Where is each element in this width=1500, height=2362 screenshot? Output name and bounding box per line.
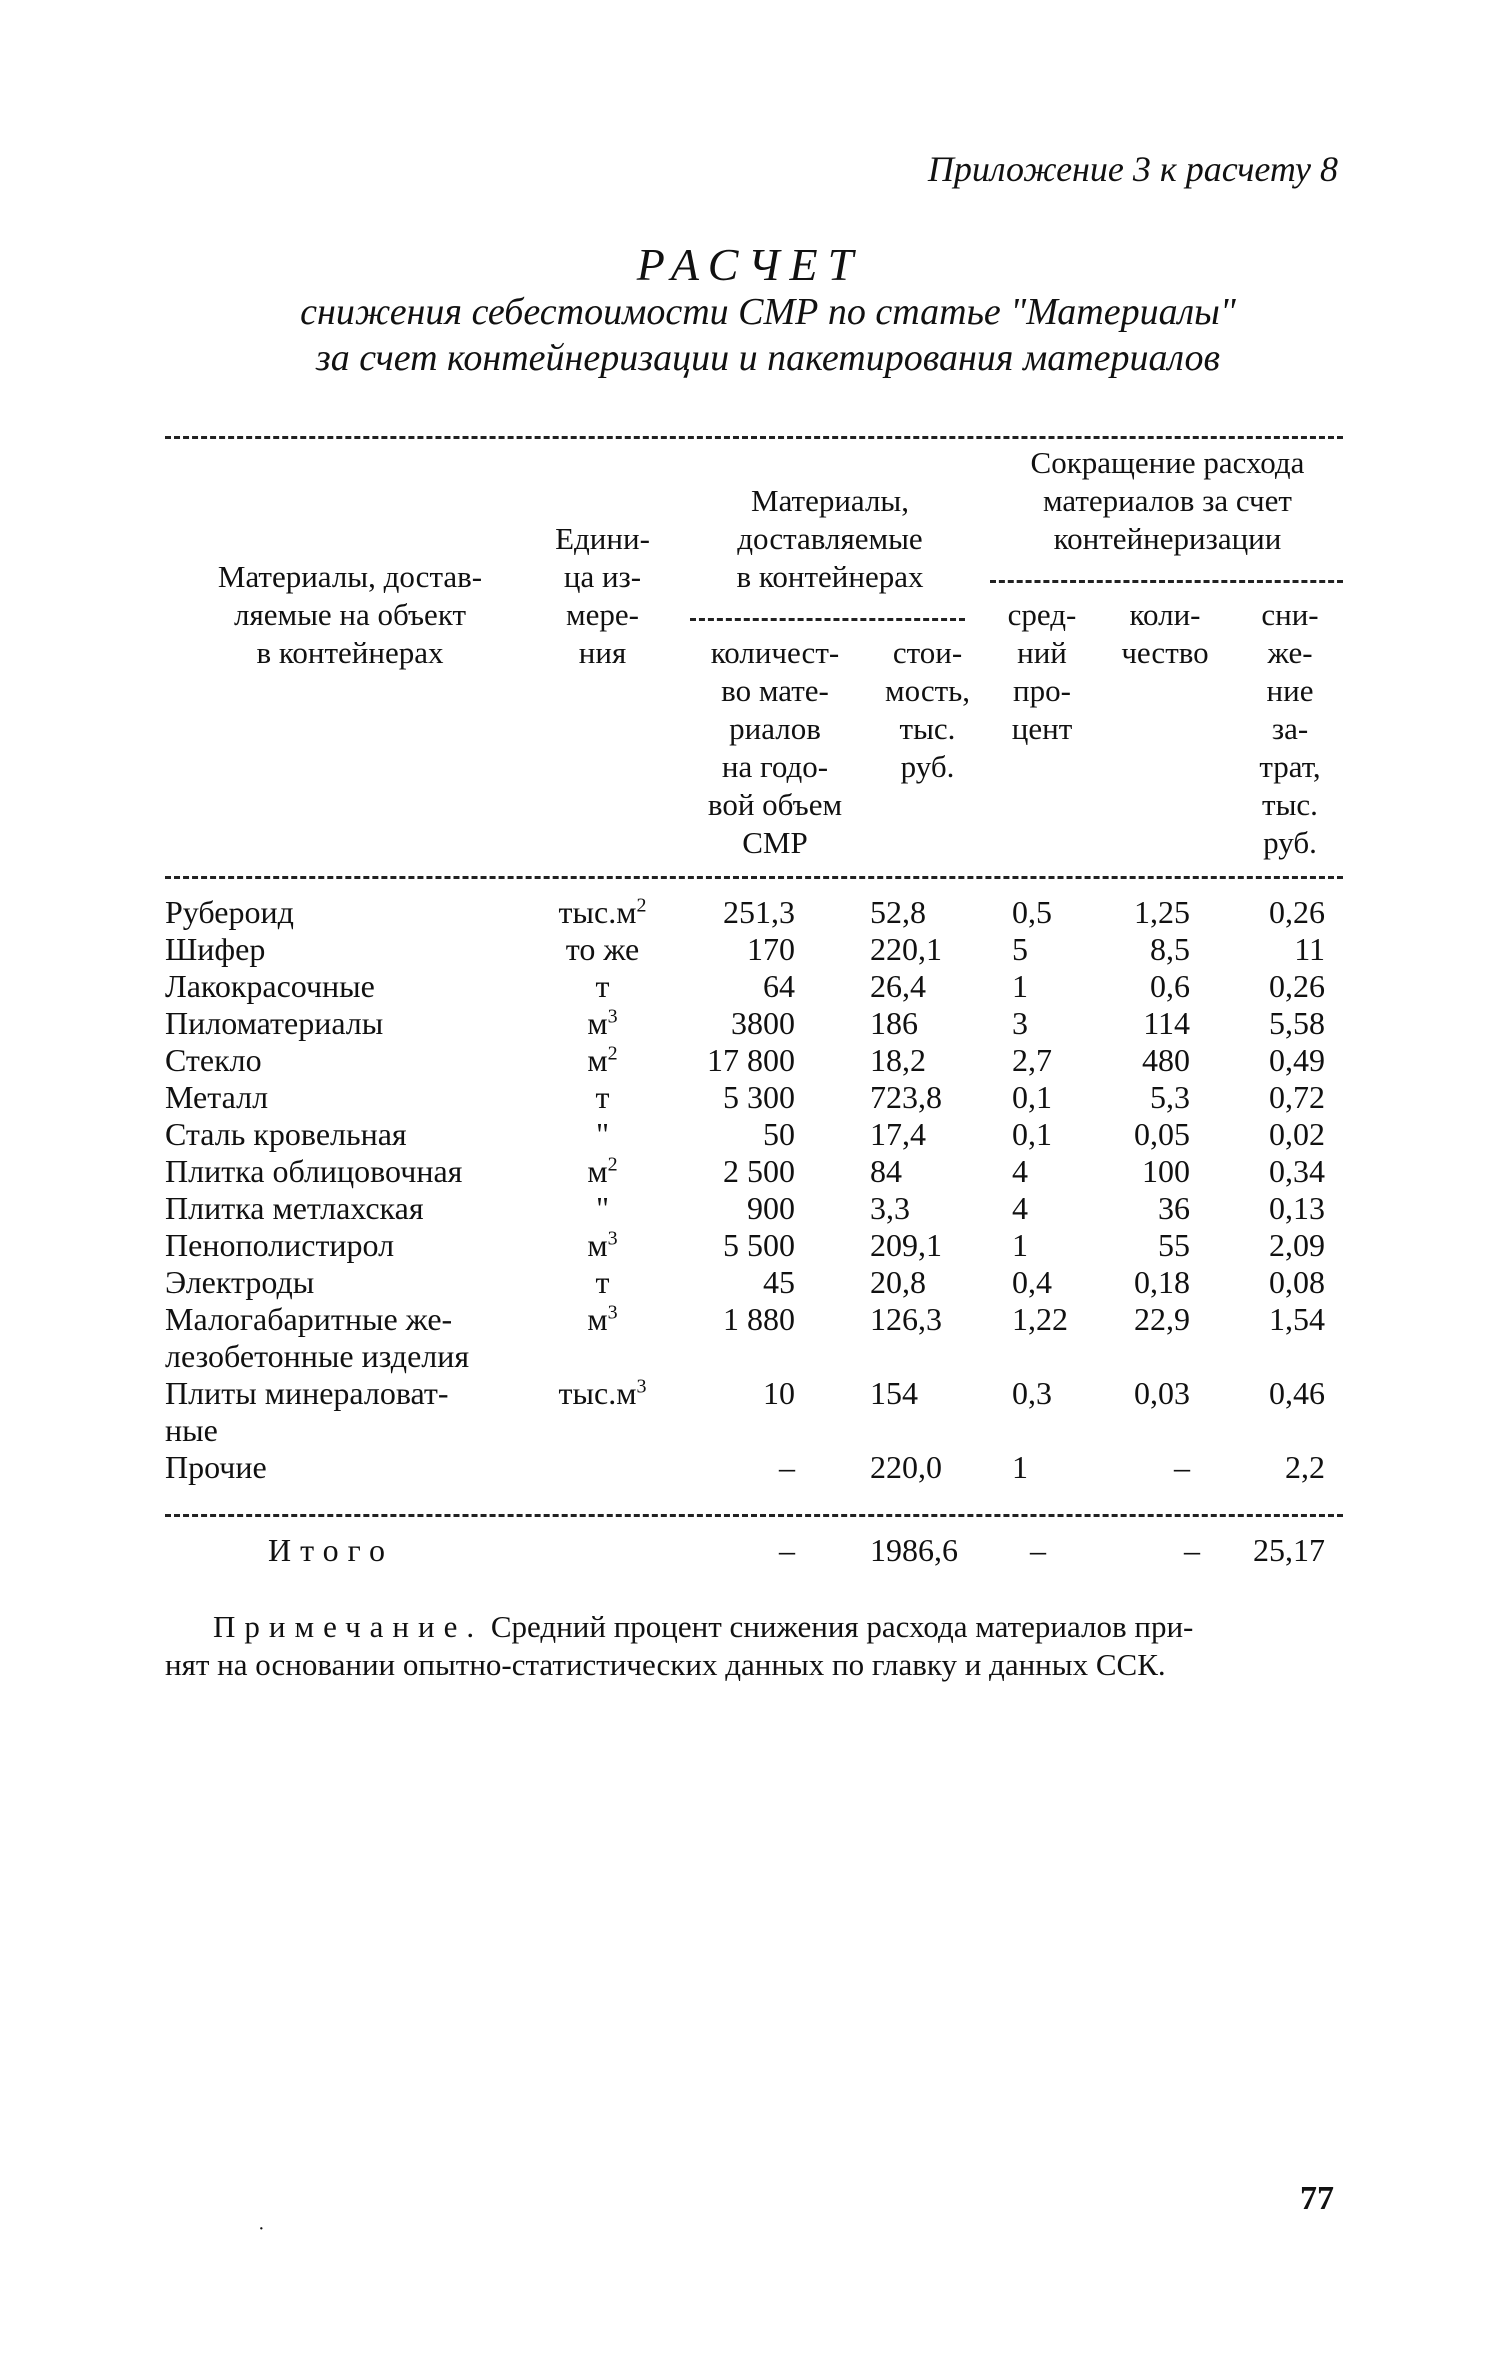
amount-cell: 8,5: [1150, 931, 1190, 967]
cost-cell: 84: [870, 1153, 902, 1189]
material-name: [165, 1042, 525, 1079]
avg-percent-cell: 1: [1012, 968, 1028, 1004]
header-avg-percent: сред- ний про- цент: [1007, 597, 1077, 746]
avg-percent-cell: 0,5: [1012, 894, 1052, 930]
unit-text: м: [587, 1153, 608, 1189]
table-top-rule: [165, 436, 1343, 439]
unit-exponent: 3: [607, 1005, 618, 1028]
quantity-cell: 50: [763, 1116, 795, 1152]
material-name-line: Плитка облицовочная: [165, 1153, 463, 1189]
cost-cell: 186: [870, 1005, 918, 1041]
quantity-cell: 3800: [731, 1005, 795, 1041]
unit-cell: [540, 1116, 665, 1153]
material-name-line: Плиты минераловат-: [165, 1375, 449, 1411]
material-name: [165, 1116, 525, 1153]
amount-cell: 480: [1142, 1042, 1190, 1078]
material-name-line: лезобетонные изделия: [165, 1338, 470, 1374]
amount-cell: 5,3: [1150, 1079, 1190, 1115]
cost-cell: 126,3: [870, 1301, 942, 1337]
material-name: [165, 1153, 525, 1190]
cost-cell: 220,0: [870, 1449, 942, 1485]
material-name: [165, 1005, 525, 1042]
unit-text: ": [595, 1190, 610, 1226]
unit-exponent: 2: [636, 894, 647, 917]
cost-reduction-cell: 5,58: [1269, 1005, 1325, 1041]
material-name-line: Прочие: [165, 1449, 267, 1485]
header-delivered-rule: [690, 618, 965, 621]
avg-percent-cell: 0,4: [1012, 1264, 1052, 1300]
material-name-line: Пиломатериалы: [165, 1005, 384, 1041]
unit-cell: [540, 931, 665, 968]
material-name-line: Плитка метлахская: [165, 1190, 424, 1226]
quantity-cell: 5 500: [723, 1227, 795, 1263]
unit-text: м: [587, 1301, 608, 1337]
material-name-line: Шифер: [165, 931, 266, 967]
unit-cell: [540, 1190, 665, 1227]
total-amount: –: [1184, 1532, 1200, 1568]
cost-cell: 209,1: [870, 1227, 942, 1263]
unit-cell: [540, 1301, 665, 1338]
footnote-line1: Средний процент снижения расхода материалов при-: [490, 1609, 1194, 1644]
material-name: [165, 1375, 525, 1449]
cost-reduction-cell: 0,34: [1269, 1153, 1325, 1189]
avg-percent-cell: 0,3: [1012, 1375, 1052, 1411]
material-name-line: Пенополистирол: [165, 1227, 395, 1263]
material-name: [165, 1190, 525, 1227]
quantity-cell: 64: [763, 968, 795, 1004]
material-name: [165, 931, 525, 968]
cost-reduction-cell: 2,2: [1285, 1449, 1325, 1485]
amount-cell: 100: [1142, 1153, 1190, 1189]
material-name-line: Малогабаритные же-: [165, 1301, 453, 1337]
cost-reduction-cell: 0,72: [1269, 1079, 1325, 1115]
unit-text: м: [587, 1227, 608, 1263]
unit-cell: [540, 1375, 665, 1412]
quantity-cell: 17 800: [707, 1042, 795, 1078]
unit-cell: [540, 1079, 665, 1116]
unit-text: тыс.м: [558, 1375, 637, 1411]
cost-cell: 220,1: [870, 931, 942, 967]
cost-reduction-cell: 0,49: [1269, 1042, 1325, 1078]
avg-percent-cell: 5: [1012, 931, 1028, 967]
print-speck: ·: [258, 2218, 265, 2240]
cost-cell: 3,3: [870, 1190, 910, 1226]
avg-percent-cell: 2,7: [1012, 1042, 1052, 1078]
unit-text: м: [587, 1005, 608, 1041]
page-number: 77: [1300, 2180, 1334, 2217]
total-top-rule: [165, 1514, 1343, 1517]
cost-reduction-cell: 0,02: [1269, 1116, 1325, 1152]
unit-cell: [540, 968, 665, 1005]
material-name-line: Металл: [165, 1079, 269, 1115]
material-name: [165, 1449, 525, 1486]
cost-reduction-cell: 0,26: [1269, 968, 1325, 1004]
cost-cell: 26,4: [870, 968, 926, 1004]
quantity-cell: 900: [747, 1190, 795, 1226]
cost-cell: 723,8: [870, 1079, 942, 1115]
amount-cell: 36: [1158, 1190, 1190, 1226]
header-delivered-group: Материалы, доставляемые в контейнерах: [736, 483, 924, 594]
cost-reduction-cell: 0,26: [1269, 894, 1325, 930]
document-subtitle-line1: снижения себестоимости СМР по статье "Материалы": [300, 291, 1236, 333]
footnote-label: Примечание.: [213, 1609, 484, 1644]
cost-reduction-cell: 0,08: [1269, 1264, 1325, 1300]
quantity-cell: 170: [747, 931, 795, 967]
material-name: [165, 1264, 525, 1301]
unit-cell: [540, 1153, 665, 1190]
total-qty: –: [779, 1532, 795, 1568]
cost-reduction-cell: 2,09: [1269, 1227, 1325, 1263]
cost-cell: 154: [870, 1375, 918, 1411]
cost-reduction-cell: 1,54: [1269, 1301, 1325, 1337]
material-name: [165, 1079, 525, 1116]
unit-exponent: 3: [607, 1301, 618, 1324]
header-cost-reduction: сни- же- ние за- трат, тыс. руб.: [1259, 597, 1321, 860]
unit-exponent: 3: [636, 1375, 647, 1398]
unit-text: т: [595, 968, 610, 1004]
cost-cell: 17,4: [870, 1116, 926, 1152]
unit-text: то же: [565, 931, 640, 967]
header-reduction-group: Сокращение расхода материалов за счет контейнеризации: [1030, 445, 1305, 556]
amount-cell: 1,25: [1134, 894, 1190, 930]
quantity-cell: 251,3: [723, 894, 795, 930]
unit-exponent: 2: [607, 1153, 618, 1176]
material-name-line: Лакокрасочные: [165, 968, 375, 1004]
unit-cell: [540, 894, 665, 931]
avg-percent-cell: 4: [1012, 1153, 1028, 1189]
material-name-line: Сталь кровельная: [165, 1116, 407, 1152]
quantity-cell: 10: [763, 1375, 795, 1411]
quantity-cell: 2 500: [723, 1153, 795, 1189]
footnote-line2: нят на основании опытно-статистических данных по главку и данных ССК.: [165, 1647, 1166, 1682]
appendix-label: Приложение 3 к расчету 8: [927, 149, 1338, 189]
quantity-cell: –: [779, 1449, 795, 1485]
avg-percent-cell: 4: [1012, 1190, 1028, 1226]
amount-cell: 22,9: [1134, 1301, 1190, 1337]
cost-cell: 18,2: [870, 1042, 926, 1078]
header-bottom-rule: [165, 876, 1343, 879]
material-name: [165, 894, 525, 931]
unit-exponent: 3: [607, 1227, 618, 1250]
total-pct: –: [1030, 1532, 1046, 1568]
unit-text: т: [595, 1264, 610, 1300]
unit-exponent: 2: [607, 1042, 618, 1065]
quantity-cell: 45: [763, 1264, 795, 1300]
amount-cell: 114: [1143, 1005, 1190, 1041]
avg-percent-cell: 0,1: [1012, 1116, 1052, 1152]
cost-cell: 52,8: [870, 894, 926, 930]
material-name: [165, 968, 525, 1005]
amount-cell: –: [1174, 1449, 1190, 1485]
unit-cell: [540, 1264, 665, 1301]
unit-text: тыс.м: [558, 894, 637, 930]
document-subtitle-line2: за счет контейнеризации и пакетирования материалов: [315, 337, 1221, 379]
material-name: [165, 1227, 525, 1264]
footnote: [165, 1608, 1343, 1646]
avg-percent-cell: 3: [1012, 1005, 1028, 1041]
material-name: [165, 1301, 525, 1375]
material-name-line: Электроды: [165, 1264, 315, 1300]
amount-cell: 0,18: [1134, 1264, 1190, 1300]
avg-percent-cell: 0,1: [1012, 1079, 1052, 1115]
material-name-line: Рубероид: [165, 894, 294, 930]
quantity-cell: 5 300: [723, 1079, 795, 1115]
material-name-line: ные: [165, 1412, 218, 1448]
avg-percent-cell: 1: [1012, 1227, 1028, 1263]
unit-cell: [540, 1005, 665, 1042]
header-amount: коли- чество: [1121, 597, 1209, 670]
header-quantity: количест- во мате- риалов на годо- вой объем СМР: [707, 635, 843, 860]
unit-text: т: [595, 1079, 610, 1115]
unit-text: ": [595, 1116, 610, 1152]
header-reduction-rule: [990, 580, 1343, 583]
avg-percent-cell: 1: [1012, 1449, 1028, 1485]
header-materials: Материалы, достав- ляемые на объект в контейнерах: [217, 559, 483, 670]
cost-reduction-cell: 0,13: [1269, 1190, 1325, 1226]
total-reduction: 25,17: [1253, 1532, 1325, 1568]
amount-cell: 0,6: [1150, 968, 1190, 1004]
total-label: Итого: [268, 1532, 394, 1568]
avg-percent-cell: 1,22: [1012, 1301, 1068, 1337]
unit-text: м: [587, 1042, 608, 1078]
unit-cell: [540, 1227, 665, 1264]
document-title: РАСЧЕТ: [636, 239, 864, 290]
cost-reduction-cell: 0,46: [1269, 1375, 1325, 1411]
unit-cell: [540, 1042, 665, 1079]
amount-cell: 55: [1158, 1227, 1190, 1263]
header-cost: стои- мость, тыс. руб.: [884, 635, 971, 784]
amount-cell: 0,05: [1134, 1116, 1190, 1152]
quantity-cell: 1 880: [723, 1301, 795, 1337]
amount-cell: 0,03: [1134, 1375, 1190, 1411]
total-cost: 1986,6: [870, 1532, 958, 1568]
material-name-line: Стекло: [165, 1042, 262, 1078]
cost-reduction-cell: 11: [1294, 931, 1325, 967]
cost-cell: 20,8: [870, 1264, 926, 1300]
header-unit: Едини- ца из- мере- ния: [555, 521, 650, 670]
